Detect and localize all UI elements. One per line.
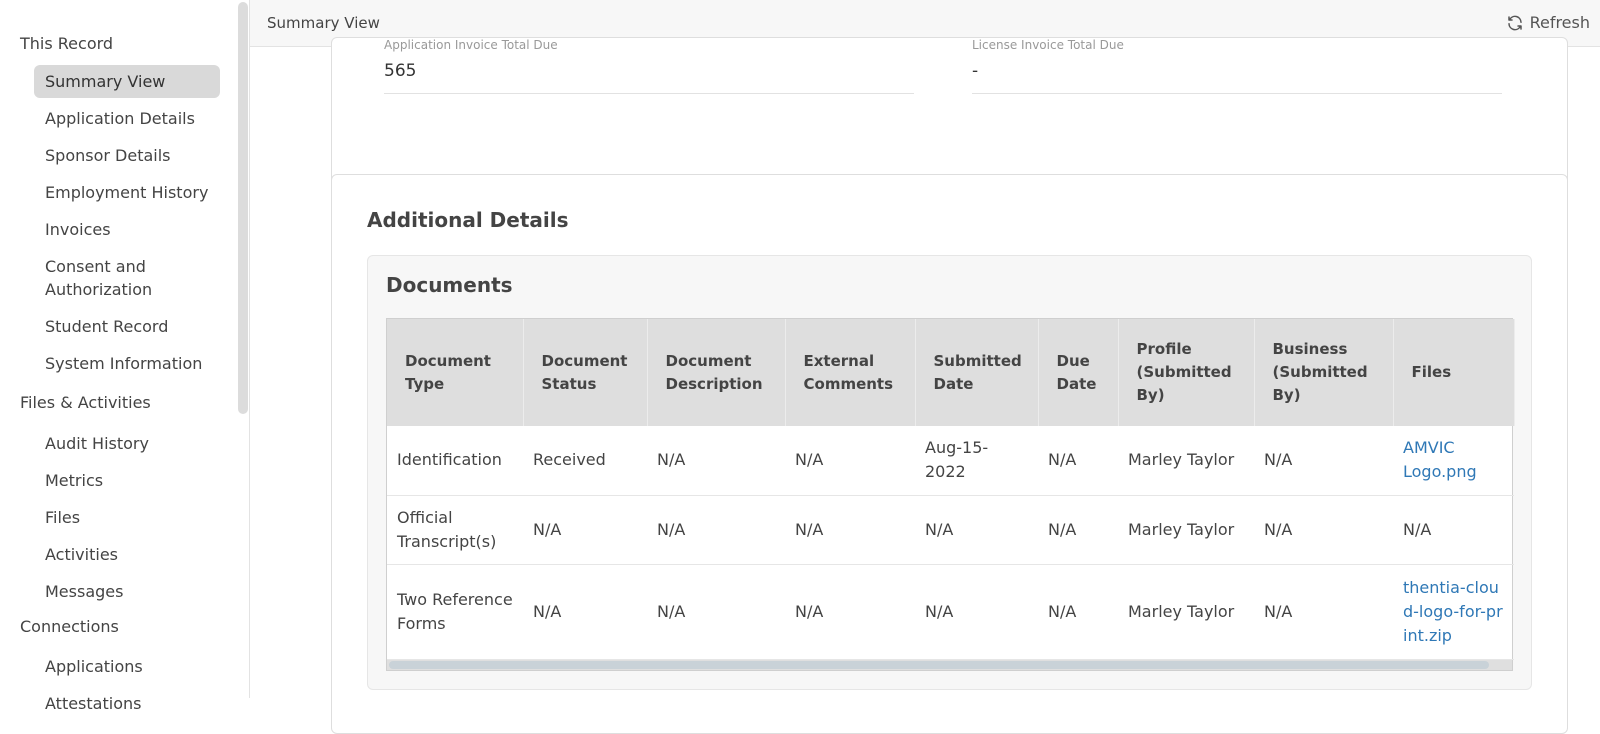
documents-panel (367, 255, 1532, 690)
table-horizontal-scrollbar[interactable] (387, 660, 1512, 670)
col-files[interactable]: Files (1393, 319, 1514, 426)
cell-document-status: N/A (523, 564, 647, 659)
application-invoice-field (384, 38, 914, 94)
page-title: Summary View (267, 14, 380, 32)
refresh-icon (1506, 14, 1524, 32)
cell-business: N/A (1254, 495, 1393, 564)
cell-document-description: N/A (647, 495, 785, 564)
sidebar-section-connections: Connections (20, 617, 119, 636)
sidebar-item-student-record[interactable]: Student Record (45, 317, 169, 336)
scrollbar-thumb[interactable] (389, 661, 1489, 669)
file-link[interactable]: AMVIC Logo.png (1403, 438, 1477, 482)
table-header-row (387, 319, 1514, 426)
cell-document-type: Official Transcript(s) (387, 495, 523, 564)
col-submitted-date[interactable]: Submitted Date (915, 319, 1038, 426)
cell-due-date: N/A (1038, 426, 1118, 495)
cell-document-type: Two Reference Forms (387, 564, 523, 659)
cell-external-comments: N/A (785, 426, 915, 495)
cell-profile: Marley Taylor (1118, 564, 1254, 659)
cell-due-date: N/A (1038, 564, 1118, 659)
cell-business: N/A (1254, 564, 1393, 659)
documents-table (387, 319, 1515, 660)
col-document-type[interactable]: Document Type (387, 319, 523, 426)
sidebar-item-system-information[interactable]: System Information (45, 354, 203, 373)
cell-files: N/A (1393, 495, 1514, 564)
refresh-label: Refresh (1529, 13, 1590, 32)
additional-details-title: Additional Details (367, 208, 569, 232)
sidebar-item-summary-view[interactable]: Summary View (34, 65, 220, 98)
cell-due-date: N/A (1038, 495, 1118, 564)
cell-document-type: Identification (387, 426, 523, 495)
col-external-comments[interactable]: External Comments (785, 319, 915, 426)
sidebar-item-metrics[interactable]: Metrics (45, 471, 104, 490)
sidebar-item-consent-and-authorization[interactable]: Consent and Authorization (45, 257, 153, 299)
documents-title: Documents (386, 273, 513, 297)
documents-table-wrapper (386, 318, 1513, 671)
col-profile-submitted-by[interactable]: Profile (Submitted By) (1118, 319, 1254, 426)
license-invoice-label: License Invoice Total Due (972, 38, 1124, 52)
invoices-card (331, 37, 1568, 191)
license-invoice-field (972, 38, 1502, 94)
sidebar-item-applications[interactable]: Applications (45, 657, 143, 676)
table-row (387, 564, 1514, 659)
sidebar-item-sponsor-details[interactable]: Sponsor Details (45, 146, 171, 165)
cell-external-comments: N/A (785, 564, 915, 659)
main-content (250, 38, 1600, 698)
sidebar-scrollbar[interactable] (238, 2, 248, 414)
cell-profile: Marley Taylor (1118, 426, 1254, 495)
col-due-date[interactable]: Due Date (1038, 319, 1118, 426)
table-row (387, 426, 1514, 495)
sidebar (0, 0, 250, 713)
sidebar-item-attestations[interactable]: Attestations (45, 694, 142, 713)
cell-submitted-date: N/A (915, 495, 1038, 564)
col-document-description[interactable]: Document Description (647, 319, 785, 426)
sidebar-item-activities[interactable]: Activities (45, 545, 118, 564)
col-document-status[interactable]: Document Status (523, 319, 647, 426)
cell-document-description: N/A (647, 426, 785, 495)
sidebar-item-messages[interactable]: Messages (45, 582, 124, 601)
cell-profile: Marley Taylor (1118, 495, 1254, 564)
cell-document-status: N/A (523, 495, 647, 564)
cell-files (1393, 564, 1514, 659)
application-invoice-label: Application Invoice Total Due (384, 38, 558, 52)
refresh-button[interactable] (1506, 13, 1590, 32)
sidebar-item-application-details[interactable]: Application Details (45, 109, 195, 128)
sidebar-section-files-activities: Files & Activities (20, 393, 151, 412)
cell-document-description: N/A (647, 564, 785, 659)
sidebar-item-invoices[interactable]: Invoices (45, 220, 111, 239)
application-invoice-value: 565 (384, 61, 417, 81)
license-invoice-value: - (972, 61, 979, 81)
table-row (387, 495, 1514, 564)
cell-files (1393, 426, 1514, 495)
cell-submitted-date: N/A (915, 564, 1038, 659)
sidebar-item-audit-history[interactable]: Audit History (45, 434, 149, 453)
cell-submitted-date: Aug-15-2022 (915, 426, 1038, 495)
cell-external-comments: N/A (785, 495, 915, 564)
col-business-submitted-by[interactable]: Business (Submitted By) (1254, 319, 1393, 426)
cell-document-status: Received (523, 426, 647, 495)
sidebar-section-this-record: This Record (20, 34, 114, 53)
sidebar-item-files[interactable]: Files (45, 508, 81, 527)
additional-details-card (331, 174, 1568, 734)
file-link[interactable]: thentia-cloud-logo-for-print.zip (1403, 577, 1503, 645)
cell-business: N/A (1254, 426, 1393, 495)
sidebar-item-employment-history[interactable]: Employment History (45, 183, 209, 202)
